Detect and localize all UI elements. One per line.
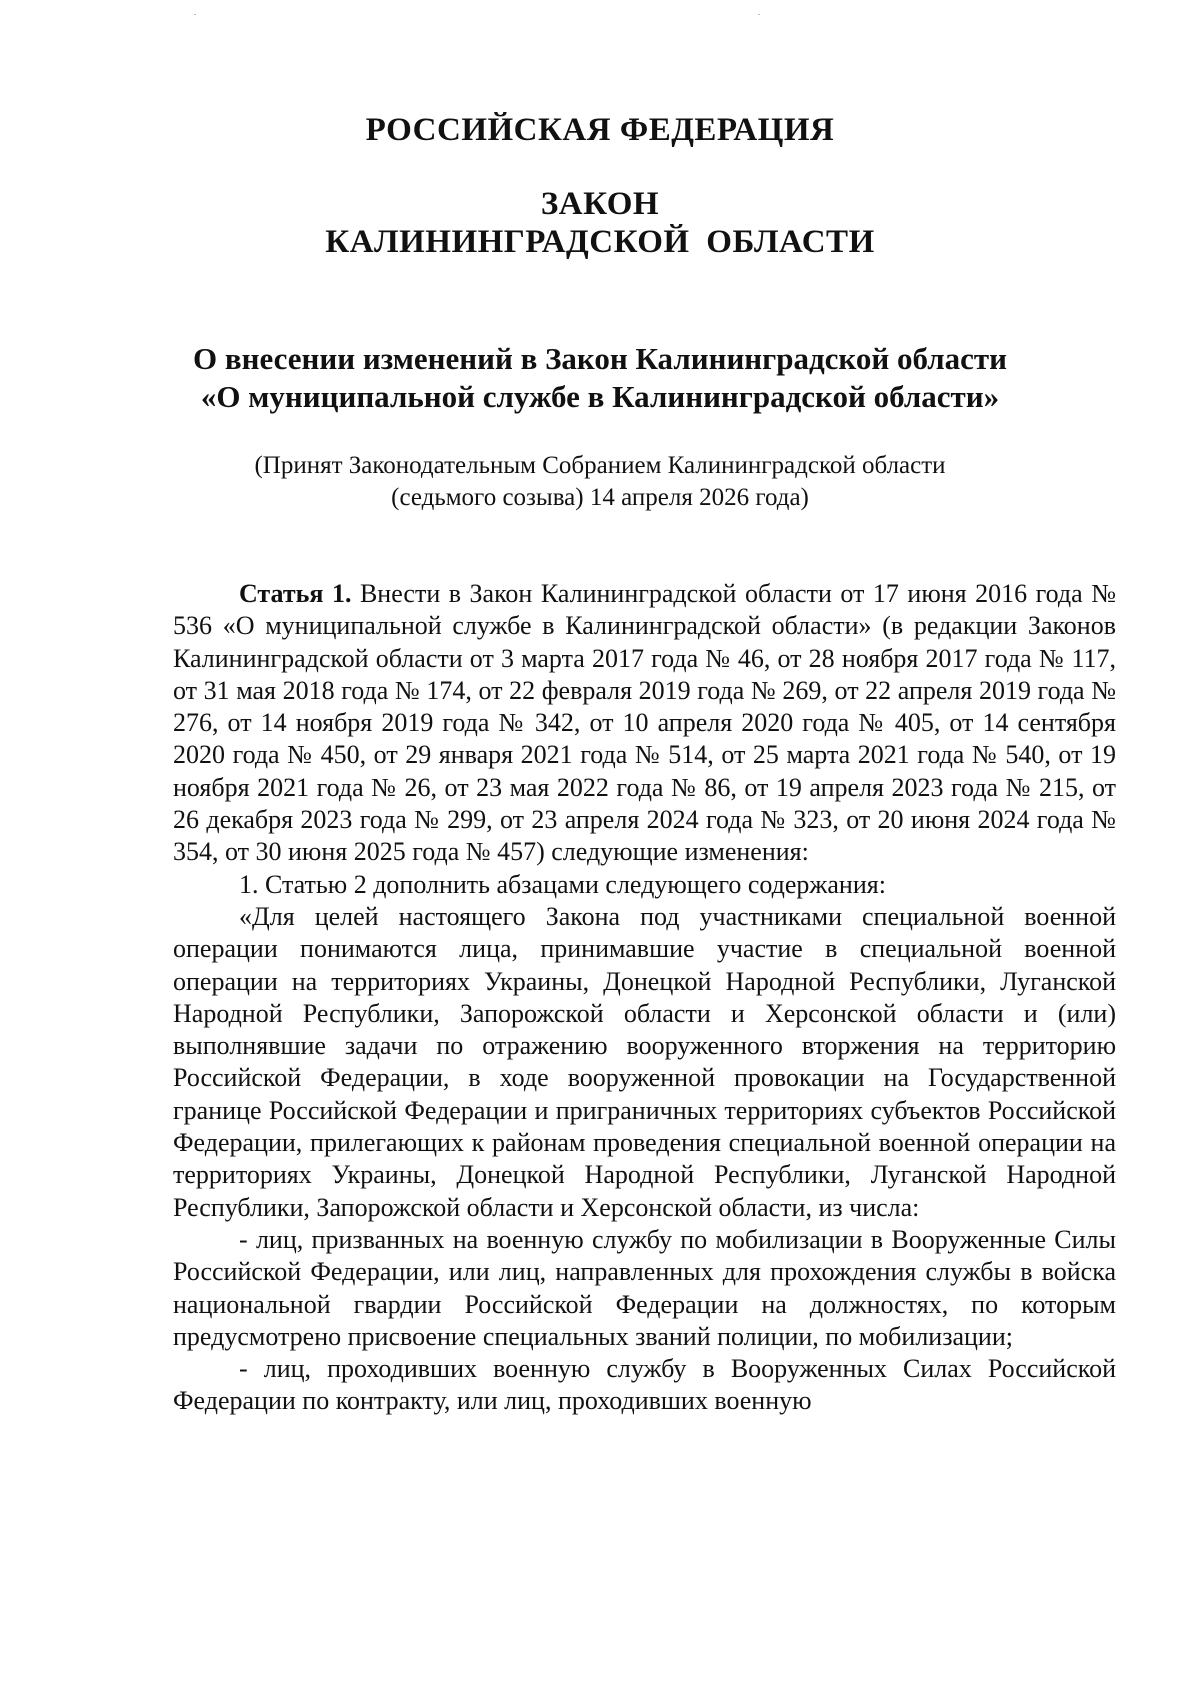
scan-mark [758, 14, 760, 15]
adoption-note [0, 450, 1200, 514]
law-region-heading: КАЛИНИНГРАДСКОЙ ОБЛАСТИ [325, 224, 875, 260]
amendment-item: 1. Статью 2 дополнить абзацами следующего содержания: [239, 869, 886, 899]
article-1-intro [173, 578, 1116, 869]
law-type-heading: ЗАКОН [540, 186, 660, 222]
list-item: - лиц, призванных на военную службу по мобилизации в Вооруженные Силы Российской Федерации, или лиц, направленных для прохождения службы в войска национальной гвардии Российской Федерации на должностях, по которым предусмотрено присвоение специальных званий полиции, по мобилизации; [173, 1224, 1116, 1351]
country-heading: РОССИЙСКАЯ ФЕДЕРАЦИЯ [365, 112, 835, 148]
amendment-quote: «Для целей настоящего Закона под участниками специальной военной операции понимаются лица, принимавшие участие в специальной военной операции на территориях Украины, Донецкой Народной Республики, Луганской Народной Республики, Запорожской области и Херсонской области и (или) выполнявшие задачи по отражению вооруженного вторжения на территорию Российской Федерации, в ходе вооруженной провокации на Государственной границе Российской Федерации и приграничных территориях субъектов Российской Федерации, прилегающих к районам проведения специальной военной операции на территориях Украины, Донецкой Народной Республики, Луганской Народной Республики, Запорожской области и Херсонской области, из числа: [173, 901, 1116, 1222]
article-intro-text: Внести в Закон Калининградской области от 17 июня 2016 года № 536 «О муниципальной службе в Калининградской области» (в редакции Законов Калининградской области от 3 марта 2017 года № 46, от 28 ноября 2017 года № 117, от 31 мая 2018 года № 174, от 22 февраля 2019 года № 269, от 22 апреля 2019 года № 276, от 14 ноября 2019 года № 342, от 10 апреля 2020 года № 405, от 14 сентября 2020 года № 450, от 29 января 2021 года № 514, от 25 марта 2021 года № 540, от 19 ноября 2021 года № 26, от 23 мая 2022 года № 86, от 19 апреля 2023 года № 215, от 26 декабря 2023 года № 299, от 23 апреля 2024 года № 323, от 20 июня 2024 года № 354, от 30 июня 2025 года № 457) следующие изменения: [173, 579, 1116, 867]
list-item: - лиц, проходивших военную службу в Вооруженных Силах Российской Федерации по контракту, или лиц, проходивших военную [173, 1354, 1116, 1416]
article-heading: Статья 1. [239, 579, 352, 608]
adoption-note-line: (седьмого созыва) 14 апреля 2026 года) [391, 484, 809, 511]
law-body [173, 578, 1116, 1418]
law-title-line: «О муниципальной службе в Калининградской области» [200, 379, 1000, 414]
scan-mark [194, 14, 196, 15]
law-title-line: О внесении изменений в Закон Калининградской области [193, 341, 1007, 376]
law-title [0, 340, 1200, 416]
adoption-note-line: (Принят Законодательным Собранием Калининградской области [254, 452, 946, 479]
